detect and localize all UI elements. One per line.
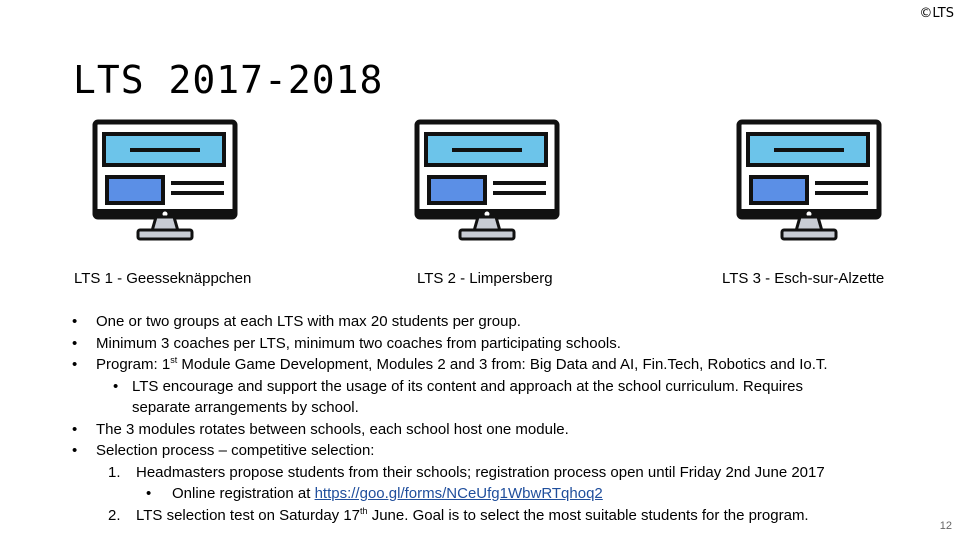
- sub-bullet-text: LTS encourage and support the usage of its content and approach at the school curriculum. Requires: [132, 377, 803, 395]
- bullet-marker: •: [72, 420, 78, 438]
- numbered-item: [72, 505, 922, 527]
- bullet-marker: •: [72, 313, 78, 330]
- copyright-text: ©LTS: [919, 6, 954, 21]
- numbered-text: [136, 507, 809, 524]
- bullet-marker: •: [113, 377, 119, 395]
- page-number: 12: [939, 520, 952, 532]
- bullet-text: The 3 modules rotates between schools, each school host one module.: [96, 420, 569, 438]
- bullet-marker: •: [72, 442, 78, 459]
- list-item: [72, 311, 922, 333]
- number-marker: 2.: [108, 506, 121, 524]
- sub-bullet-text: separate arrangements by school.: [132, 399, 359, 416]
- list-item: [72, 440, 922, 462]
- numbered-text: Headmasters propose students from their schools; registration process open until Friday 2nd June 2017: [136, 463, 825, 481]
- selection-test-text-rest: June. Goal is to select the most suitable students for the program.: [367, 506, 809, 524]
- program-text-rest: Module Game Development, Modules 2 and 3 from: Big Data and AI, Fin.Tech, Robotics and Io.T.: [177, 356, 828, 373]
- numbered-item: [72, 462, 922, 484]
- monitor-label-lts1: LTS 1 - Geesseknäppchen: [74, 270, 252, 287]
- monitor-label-lts3: LTS 3 - Esch-sur-Alzette: [722, 270, 885, 287]
- monitor-icon: [92, 119, 238, 243]
- bullet-marker: •: [146, 485, 152, 502]
- list-item: [72, 419, 922, 441]
- registration-link[interactable]: https://goo.gl/forms/NCeUfg1WbwRTqhoq2: [314, 485, 603, 502]
- bullet-text: Selection process – competitive selection:: [96, 442, 375, 459]
- program-text: Program: 1: [96, 356, 171, 373]
- bullet-text: Minimum 3 coaches per LTS, minimum two coaches from participating schools.: [96, 334, 621, 352]
- registration-prefix: Online registration at: [172, 485, 315, 502]
- monitor-label-lts2: LTS 2 - Limpersberg: [417, 270, 553, 287]
- number-marker: 1.: [108, 463, 121, 481]
- monitor-icon: [736, 119, 882, 243]
- sub-list-item: [72, 483, 922, 505]
- superscript: th: [360, 505, 368, 516]
- bullet-text: One or two groups at each LTS with max 20 students per group.: [96, 313, 521, 330]
- bullet-marker: •: [72, 334, 78, 352]
- registration-text: [172, 485, 603, 502]
- list-item: [72, 333, 922, 355]
- superscript: st: [170, 355, 178, 365]
- monitor-icon: [414, 119, 560, 243]
- sub-list-item-continuation: [72, 397, 922, 419]
- page-title: LTS 2017-2018: [73, 58, 384, 102]
- sub-list-item: [72, 376, 922, 398]
- bullet-list: [72, 311, 922, 526]
- bullet-text: [96, 356, 828, 373]
- bullet-marker: •: [72, 356, 78, 373]
- selection-test-text: LTS selection test on Saturday 17: [136, 506, 361, 524]
- list-item: [72, 354, 922, 376]
